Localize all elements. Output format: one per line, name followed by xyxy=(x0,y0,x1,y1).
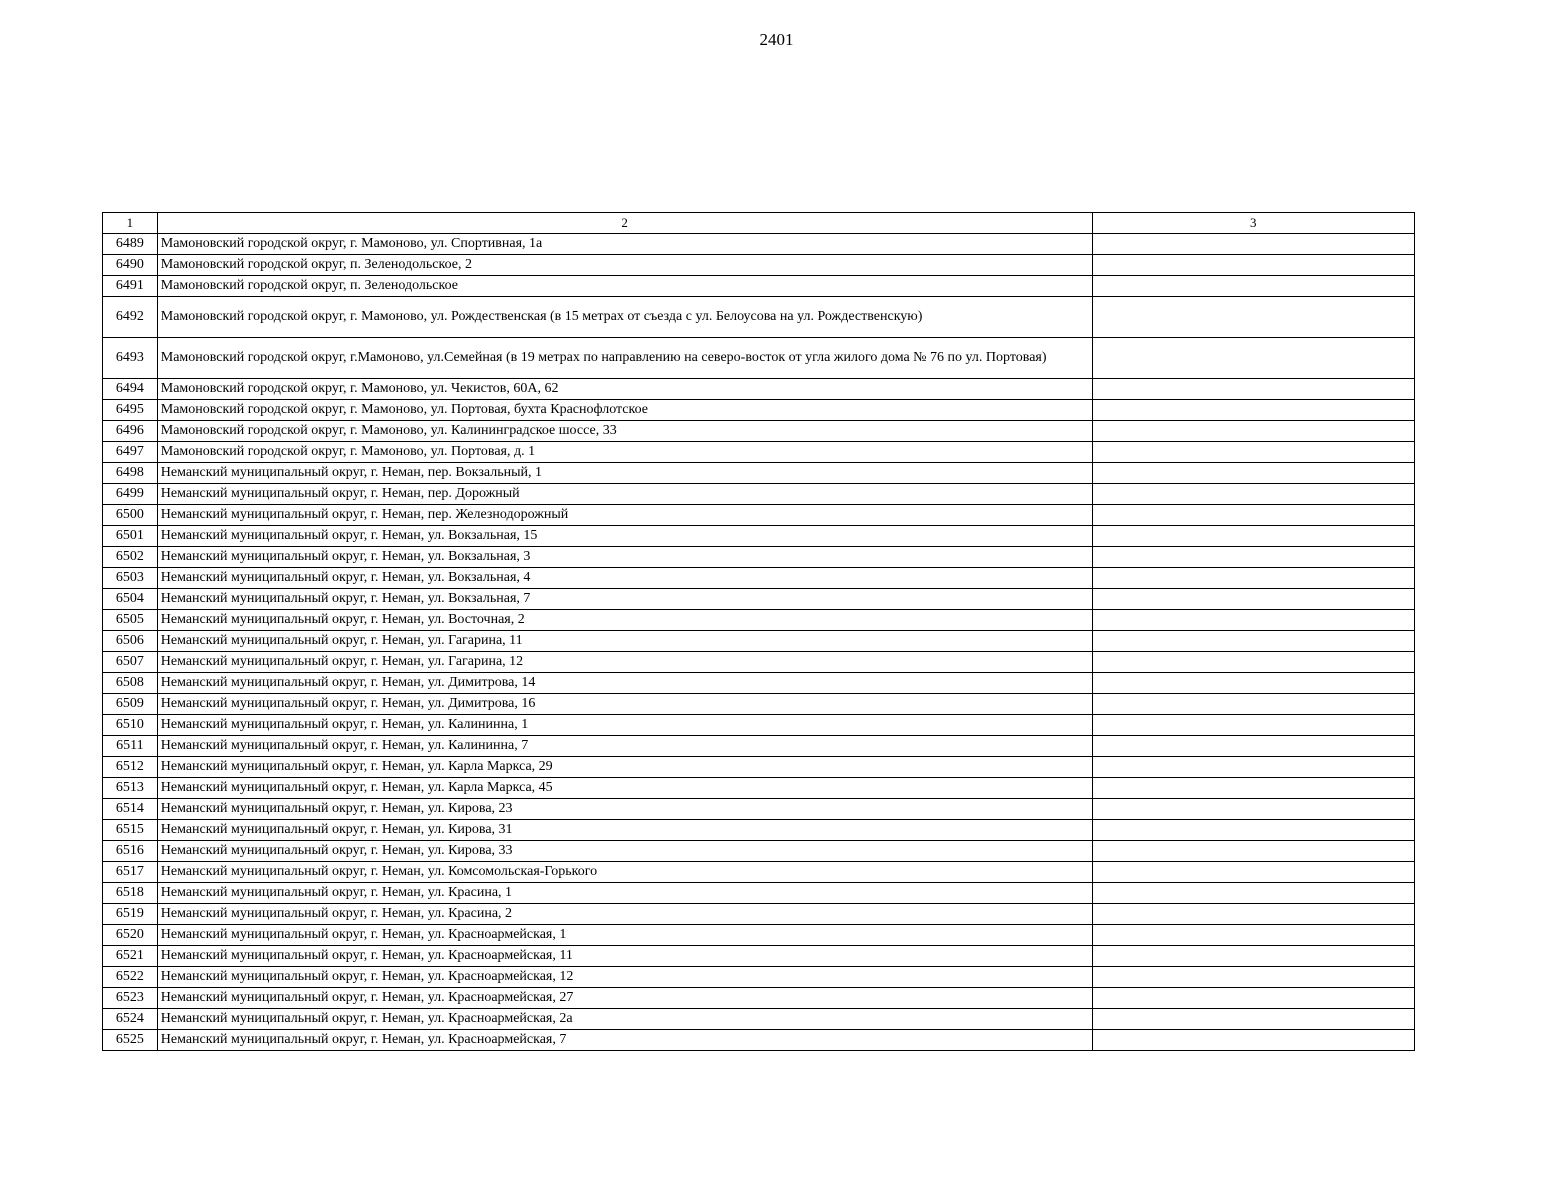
column-3-cell xyxy=(1092,276,1414,297)
table-row xyxy=(103,799,1415,820)
row-number-cell: 6493 xyxy=(103,338,158,379)
row-number-cell: 6489 xyxy=(103,234,158,255)
address-cell: Неманский муниципальный округ, г. Неман, ул. Кирова, 31 xyxy=(157,820,1092,841)
address-cell: Неманский муниципальный округ, г. Неман, ул. Гагарина, 11 xyxy=(157,631,1092,652)
address-cell: Неманский муниципальный округ, г. Неман, ул. Кирова, 23 xyxy=(157,799,1092,820)
page-number: 2401 xyxy=(759,30,794,49)
table-row xyxy=(103,505,1415,526)
table-header-row xyxy=(103,213,1415,234)
address-cell: Неманский муниципальный округ, г. Неман, ул. Гагарина, 12 xyxy=(157,652,1092,673)
row-number-cell: 6490 xyxy=(103,255,158,276)
row-number-cell: 6514 xyxy=(103,799,158,820)
table-row xyxy=(103,589,1415,610)
table-row xyxy=(103,778,1415,799)
row-number-cell: 6501 xyxy=(103,526,158,547)
row-number-cell: 6498 xyxy=(103,463,158,484)
address-cell: Неманский муниципальный округ, г. Неман, ул. Вокзальная, 4 xyxy=(157,568,1092,589)
column-3-cell xyxy=(1092,1009,1414,1030)
row-number-cell: 6495 xyxy=(103,400,158,421)
table-row xyxy=(103,988,1415,1009)
row-number-cell: 6519 xyxy=(103,904,158,925)
row-number-cell: 6494 xyxy=(103,379,158,400)
row-number-cell: 6520 xyxy=(103,925,158,946)
table-row xyxy=(103,463,1415,484)
column-3-cell xyxy=(1092,946,1414,967)
column-3-cell xyxy=(1092,967,1414,988)
table-row xyxy=(103,967,1415,988)
table-row xyxy=(103,297,1415,338)
column-3-cell xyxy=(1092,1030,1414,1051)
column-3-cell xyxy=(1092,297,1414,338)
table-row xyxy=(103,234,1415,255)
table-row xyxy=(103,904,1415,925)
address-cell: Мамоновский городской округ, п. Зеленодольское xyxy=(157,276,1092,297)
column-3-cell xyxy=(1092,820,1414,841)
table-row xyxy=(103,820,1415,841)
table-row xyxy=(103,736,1415,757)
address-cell: Мамоновский городской округ, г. Мамоново, ул. Портовая, бухта Краснофлотское xyxy=(157,400,1092,421)
column-3-cell xyxy=(1092,526,1414,547)
address-cell: Неманский муниципальный округ, г. Неман, пер. Вокзальный, 1 xyxy=(157,463,1092,484)
row-number-cell: 6499 xyxy=(103,484,158,505)
row-number-cell: 6500 xyxy=(103,505,158,526)
table-row xyxy=(103,442,1415,463)
table-row xyxy=(103,1009,1415,1030)
column-3-cell xyxy=(1092,799,1414,820)
column-3-cell xyxy=(1092,862,1414,883)
table-row xyxy=(103,421,1415,442)
address-cell: Неманский муниципальный округ, г. Неман, пер. Дорожный xyxy=(157,484,1092,505)
header-cell-3: 3 xyxy=(1092,213,1414,234)
address-table xyxy=(102,212,1415,1051)
table-row xyxy=(103,883,1415,904)
address-cell: Мамоновский городской округ, г. Мамоново, ул. Калининградское шоссе, 33 xyxy=(157,421,1092,442)
address-cell: Неманский муниципальный округ, г. Неман, ул. Димитрова, 16 xyxy=(157,694,1092,715)
row-number-cell: 6518 xyxy=(103,883,158,904)
table-row xyxy=(103,631,1415,652)
column-3-cell xyxy=(1092,610,1414,631)
column-3-cell xyxy=(1092,379,1414,400)
address-cell: Неманский муниципальный округ, г. Неман, ул. Красноармейская, 2а xyxy=(157,1009,1092,1030)
column-3-cell xyxy=(1092,841,1414,862)
table-row xyxy=(103,547,1415,568)
column-3-cell xyxy=(1092,904,1414,925)
address-cell: Неманский муниципальный округ, г. Неман, ул. Красноармейская, 7 xyxy=(157,1030,1092,1051)
address-cell: Неманский муниципальный округ, г. Неман, ул. Вокзальная, 15 xyxy=(157,526,1092,547)
column-3-cell xyxy=(1092,400,1414,421)
column-3-cell xyxy=(1092,652,1414,673)
row-number-cell: 6506 xyxy=(103,631,158,652)
address-cell: Неманский муниципальный округ, г. Неман, ул. Кирова, 33 xyxy=(157,841,1092,862)
address-cell: Неманский муниципальный округ, г. Неман, ул. Карла Маркса, 45 xyxy=(157,778,1092,799)
column-3-cell xyxy=(1092,631,1414,652)
column-3-cell xyxy=(1092,778,1414,799)
row-number-cell: 6521 xyxy=(103,946,158,967)
column-3-cell xyxy=(1092,255,1414,276)
column-3-cell xyxy=(1092,442,1414,463)
row-number-cell: 6522 xyxy=(103,967,158,988)
address-cell: Неманский муниципальный округ, г. Неман, ул. Калининна, 7 xyxy=(157,736,1092,757)
row-number-cell: 6515 xyxy=(103,820,158,841)
column-3-cell xyxy=(1092,757,1414,778)
row-number-cell: 6516 xyxy=(103,841,158,862)
column-3-cell xyxy=(1092,673,1414,694)
table-row xyxy=(103,652,1415,673)
row-number-cell: 6507 xyxy=(103,652,158,673)
address-cell: Неманский муниципальный округ, г. Неман, ул. Красноармейская, 27 xyxy=(157,988,1092,1009)
row-number-cell: 6525 xyxy=(103,1030,158,1051)
row-number-cell: 6503 xyxy=(103,568,158,589)
table-row xyxy=(103,484,1415,505)
table-row xyxy=(103,673,1415,694)
table-row xyxy=(103,379,1415,400)
table-row xyxy=(103,757,1415,778)
table-row xyxy=(103,862,1415,883)
row-number-cell: 6513 xyxy=(103,778,158,799)
address-cell: Мамоновский городской округ, г. Мамоново, ул. Портовая, д. 1 xyxy=(157,442,1092,463)
address-cell: Неманский муниципальный округ, г. Неман, ул. Вокзальная, 3 xyxy=(157,547,1092,568)
address-cell: Мамоновский городской округ, п. Зеленодольское, 2 xyxy=(157,255,1092,276)
table-row xyxy=(103,841,1415,862)
table-row xyxy=(103,1030,1415,1051)
header-cell-2: 2 xyxy=(157,213,1092,234)
address-cell: Неманский муниципальный округ, г. Неман, ул. Восточная, 2 xyxy=(157,610,1092,631)
row-number-cell: 6496 xyxy=(103,421,158,442)
row-number-cell: 6511 xyxy=(103,736,158,757)
address-cell: Неманский муниципальный округ, г. Неман, ул. Димитрова, 14 xyxy=(157,673,1092,694)
column-3-cell xyxy=(1092,568,1414,589)
table-row xyxy=(103,610,1415,631)
column-3-cell xyxy=(1092,589,1414,610)
address-cell: Мамоновский городской округ, г. Мамоново, ул. Спортивная, 1а xyxy=(157,234,1092,255)
table-row xyxy=(103,568,1415,589)
column-3-cell xyxy=(1092,883,1414,904)
row-number-cell: 6497 xyxy=(103,442,158,463)
column-3-cell xyxy=(1092,421,1414,442)
row-number-cell: 6510 xyxy=(103,715,158,736)
row-number-cell: 6491 xyxy=(103,276,158,297)
column-3-cell xyxy=(1092,484,1414,505)
row-number-cell: 6524 xyxy=(103,1009,158,1030)
table-row xyxy=(103,946,1415,967)
row-number-cell: 6505 xyxy=(103,610,158,631)
address-cell: Неманский муниципальный округ, г. Неман, ул. Комсомольская-Горького xyxy=(157,862,1092,883)
column-3-cell xyxy=(1092,988,1414,1009)
column-3-cell xyxy=(1092,338,1414,379)
address-cell: Неманский муниципальный округ, г. Неман, ул. Красноармейская, 11 xyxy=(157,946,1092,967)
column-3-cell xyxy=(1092,694,1414,715)
table-row xyxy=(103,925,1415,946)
row-number-cell: 6502 xyxy=(103,547,158,568)
row-number-cell: 6523 xyxy=(103,988,158,1009)
row-number-cell: 6504 xyxy=(103,589,158,610)
row-number-cell: 6509 xyxy=(103,694,158,715)
column-3-cell xyxy=(1092,463,1414,484)
address-cell: Неманский муниципальный округ, г. Неман, ул. Вокзальная, 7 xyxy=(157,589,1092,610)
address-cell: Неманский муниципальный округ, г. Неман, ул. Красноармейская, 1 xyxy=(157,925,1092,946)
address-cell: Мамоновский городской округ, г. Мамоново, ул. Чекистов, 60А, 62 xyxy=(157,379,1092,400)
column-3-cell xyxy=(1092,736,1414,757)
table-row xyxy=(103,526,1415,547)
table-row xyxy=(103,715,1415,736)
table-row xyxy=(103,338,1415,379)
row-number-cell: 6512 xyxy=(103,757,158,778)
table-body xyxy=(103,213,1415,1051)
table-row xyxy=(103,400,1415,421)
row-number-cell: 6508 xyxy=(103,673,158,694)
column-3-cell xyxy=(1092,234,1414,255)
address-cell: Мамоновский городской округ, г. Мамоново, ул. Рождественская (в 15 метрах от съезда с ул. Белоусова на ул. Рождественскую) xyxy=(157,297,1092,338)
column-3-cell xyxy=(1092,925,1414,946)
column-3-cell xyxy=(1092,715,1414,736)
column-3-cell xyxy=(1092,547,1414,568)
address-cell: Неманский муниципальный округ, г. Неман, ул. Красноармейская, 12 xyxy=(157,967,1092,988)
address-cell: Неманский муниципальный округ, г. Неман, пер. Железнодорожный xyxy=(157,505,1092,526)
address-cell: Неманский муниципальный округ, г. Неман, ул. Карла Маркса, 29 xyxy=(157,757,1092,778)
table-row xyxy=(103,694,1415,715)
header-cell-1: 1 xyxy=(103,213,158,234)
address-cell: Неманский муниципальный округ, г. Неман, ул. Калининна, 1 xyxy=(157,715,1092,736)
table-row xyxy=(103,255,1415,276)
address-cell: Неманский муниципальный округ, г. Неман, ул. Красина, 2 xyxy=(157,904,1092,925)
row-number-cell: 6517 xyxy=(103,862,158,883)
row-number-cell: 6492 xyxy=(103,297,158,338)
column-3-cell xyxy=(1092,505,1414,526)
table-row xyxy=(103,276,1415,297)
address-cell: Неманский муниципальный округ, г. Неман, ул. Красина, 1 xyxy=(157,883,1092,904)
address-cell: Мамоновский городской округ, г.Мамоново, ул.Семейная (в 19 метрах по направлению на северо-восток от угла жилого дома № 76 по ул. Портовая) xyxy=(157,338,1092,379)
